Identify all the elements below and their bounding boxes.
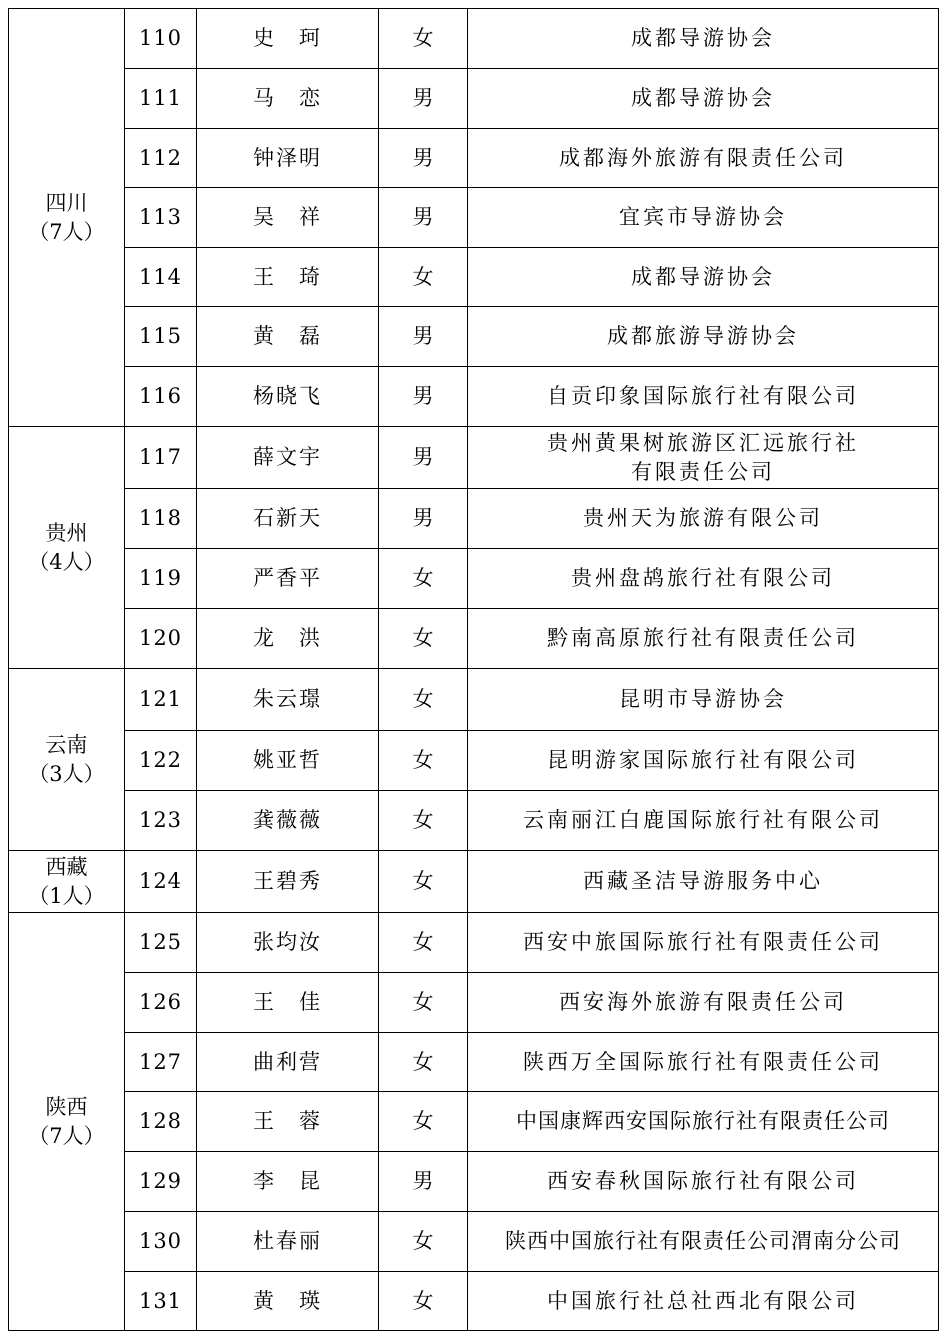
name-cell: 龚薇薇 xyxy=(197,791,379,851)
gender-cell: 男 xyxy=(379,367,468,427)
serial-number-cell: 129 xyxy=(125,1152,197,1212)
name-cell: 龙 洪 xyxy=(197,609,379,669)
organization-cell xyxy=(468,791,939,851)
organization-cell xyxy=(468,549,939,609)
serial-number-cell: 128 xyxy=(125,1092,197,1152)
gender-cell: 女 xyxy=(379,549,468,609)
province-name: 西藏 xyxy=(45,854,88,879)
table-row xyxy=(9,1212,939,1272)
province-count: （1人） xyxy=(28,883,105,908)
name-cell: 杨晓飞 xyxy=(197,367,379,427)
gender-cell: 女 xyxy=(379,851,468,913)
gender-cell: 女 xyxy=(379,1212,468,1272)
table-row xyxy=(9,731,939,791)
organization-line: 中国旅行社总社西北有限公司 xyxy=(547,1288,859,1313)
serial-number-cell: 111 xyxy=(125,69,197,129)
province-cell xyxy=(9,669,125,851)
serial-number-cell: 120 xyxy=(125,609,197,669)
name-cell: 黄 磊 xyxy=(197,307,379,367)
serial-number-cell: 121 xyxy=(125,669,197,731)
table-row xyxy=(9,913,939,973)
name-cell: 王 蓉 xyxy=(197,1092,379,1152)
name-cell: 吴 祥 xyxy=(197,188,379,248)
table-row xyxy=(9,973,939,1033)
organization-cell xyxy=(468,489,939,549)
gender-cell: 男 xyxy=(379,1152,468,1212)
province-name: 陕西 xyxy=(45,1094,88,1119)
organization-cell xyxy=(468,9,939,69)
organization-cell xyxy=(468,129,939,188)
province-count: （7人） xyxy=(28,1123,105,1148)
organization-cell xyxy=(468,1033,939,1092)
gender-cell: 女 xyxy=(379,609,468,669)
province-cell xyxy=(9,427,125,669)
gender-cell: 女 xyxy=(379,731,468,791)
province-cell xyxy=(9,851,125,913)
name-cell: 朱云璟 xyxy=(197,669,379,731)
table-row xyxy=(9,129,939,188)
organization-line: 西藏圣洁导游服务中心 xyxy=(583,869,823,893)
serial-number-cell: 118 xyxy=(125,489,197,549)
organization-cell xyxy=(468,69,939,129)
name-cell: 石新天 xyxy=(197,489,379,549)
gender-cell: 女 xyxy=(379,791,468,851)
gender-cell: 女 xyxy=(379,1272,468,1331)
name-cell: 王碧秀 xyxy=(197,851,379,913)
table-row xyxy=(9,1272,939,1331)
province-count: （7人） xyxy=(28,219,105,244)
table-row xyxy=(9,1092,939,1152)
name-cell: 薛文宇 xyxy=(197,427,379,489)
serial-number-cell: 119 xyxy=(125,549,197,609)
gender-cell: 女 xyxy=(379,913,468,973)
organization-cell xyxy=(468,188,939,248)
organization-cell xyxy=(468,248,939,307)
name-cell: 张均汝 xyxy=(197,913,379,973)
table-row xyxy=(9,307,939,367)
serial-number-cell: 117 xyxy=(125,427,197,489)
table-row xyxy=(9,427,939,489)
organization-line: 昆明市导游协会 xyxy=(619,687,787,711)
gender-cell: 男 xyxy=(379,489,468,549)
table-row xyxy=(9,851,939,913)
organization-line: 陕西中国旅行社有限责任公司渭南分公司 xyxy=(505,1229,901,1253)
serial-number-cell: 112 xyxy=(125,129,197,188)
province-count: （3人） xyxy=(28,761,105,786)
organization-line: 成都海外旅游有限责任公司 xyxy=(559,145,847,170)
organization-cell xyxy=(468,1092,939,1152)
organization-cell xyxy=(468,731,939,791)
organization-cell xyxy=(468,669,939,731)
gender-cell: 女 xyxy=(379,973,468,1033)
province-name: 贵州 xyxy=(45,520,88,545)
serial-number-cell: 114 xyxy=(125,248,197,307)
name-cell: 黄 瑛 xyxy=(197,1272,379,1331)
gender-cell: 女 xyxy=(379,248,468,307)
serial-number-cell: 115 xyxy=(125,307,197,367)
serial-number-cell: 113 xyxy=(125,188,197,248)
organization-line: 贵州盘鸪旅行社有限公司 xyxy=(571,566,835,590)
serial-number-cell: 131 xyxy=(125,1272,197,1331)
organization-line: 自贡印象国际旅行社有限公司 xyxy=(547,384,859,408)
table-row xyxy=(9,609,939,669)
table-row xyxy=(9,549,939,609)
gender-cell: 女 xyxy=(379,9,468,69)
organization-line: 成都旅游导游协会 xyxy=(607,324,799,348)
gender-cell: 男 xyxy=(379,69,468,129)
organization-cell xyxy=(468,913,939,973)
serial-number-cell: 127 xyxy=(125,1033,197,1092)
organization-line: 宜宾市导游协会 xyxy=(619,205,787,229)
organization-cell xyxy=(468,427,939,489)
organization-line: 中国康辉西安国际旅行社有限责任公司 xyxy=(516,1109,890,1133)
organization-line: 西安中旅国际旅行社有限责任公司 xyxy=(523,930,883,954)
gender-cell: 男 xyxy=(379,188,468,248)
table-row xyxy=(9,248,939,307)
province-count: （4人） xyxy=(28,549,105,574)
organization-line: 成都导游协会 xyxy=(631,264,775,289)
name-cell: 史 珂 xyxy=(197,9,379,69)
serial-number-cell: 130 xyxy=(125,1212,197,1272)
serial-number-cell: 116 xyxy=(125,367,197,427)
organization-cell xyxy=(468,1272,939,1331)
table-row xyxy=(9,489,939,549)
organization-cell xyxy=(468,851,939,913)
gender-cell: 男 xyxy=(379,129,468,188)
name-cell: 姚亚哲 xyxy=(197,731,379,791)
name-cell: 王 佳 xyxy=(197,973,379,1033)
name-cell: 严香平 xyxy=(197,549,379,609)
organization-line: 成都导游协会 xyxy=(631,86,775,110)
serial-number-cell: 123 xyxy=(125,791,197,851)
organization-line: 云南丽江白鹿国际旅行社有限公司 xyxy=(523,808,883,832)
table-row xyxy=(9,791,939,851)
name-cell: 曲利营 xyxy=(197,1033,379,1092)
gender-cell: 女 xyxy=(379,669,468,731)
table-row xyxy=(9,188,939,248)
organization-line: 陕西万全国际旅行社有限责任公司 xyxy=(523,1049,883,1074)
province-cell xyxy=(9,913,125,1331)
gender-cell: 男 xyxy=(379,427,468,489)
roster-body xyxy=(9,9,939,1331)
serial-number-cell: 125 xyxy=(125,913,197,973)
serial-number-cell: 124 xyxy=(125,851,197,913)
organization-line: 西安海外旅游有限责任公司 xyxy=(559,990,847,1014)
serial-number-cell: 126 xyxy=(125,973,197,1033)
organization-line: 成都导游协会 xyxy=(631,26,775,50)
roster-table xyxy=(8,8,939,1331)
organization-line: 西安春秋国际旅行社有限公司 xyxy=(547,1169,859,1193)
province-name: 四川 xyxy=(45,190,88,215)
gender-cell: 男 xyxy=(379,307,468,367)
province-cell xyxy=(9,9,125,427)
organization-cell xyxy=(468,973,939,1033)
name-cell: 王 琦 xyxy=(197,248,379,307)
organization-line: 黔南高原旅行社有限责任公司 xyxy=(547,626,859,650)
name-cell: 李 昆 xyxy=(197,1152,379,1212)
table-row xyxy=(9,1033,939,1092)
table-row xyxy=(9,669,939,731)
province-name: 云南 xyxy=(45,732,88,757)
table-row xyxy=(9,9,939,69)
organization-cell xyxy=(468,1212,939,1272)
organization-cell xyxy=(468,1152,939,1212)
name-cell: 杜春丽 xyxy=(197,1212,379,1272)
name-cell: 马 恋 xyxy=(197,69,379,129)
gender-cell: 女 xyxy=(379,1092,468,1152)
organization-cell xyxy=(468,307,939,367)
organization-line: 贵州黄果树旅游区汇远旅行社 xyxy=(547,430,859,455)
name-cell: 钟泽明 xyxy=(197,129,379,188)
organization-line: 昆明游家国际旅行社有限公司 xyxy=(547,748,859,772)
organization-line: 贵州天为旅游有限公司 xyxy=(583,506,823,530)
gender-cell: 女 xyxy=(379,1033,468,1092)
organization-cell xyxy=(468,609,939,669)
table-row xyxy=(9,1152,939,1212)
organization-line-2: 有限责任公司 xyxy=(631,459,775,484)
serial-number-cell: 122 xyxy=(125,731,197,791)
organization-cell xyxy=(468,367,939,427)
table-row xyxy=(9,69,939,129)
serial-number-cell: 110 xyxy=(125,9,197,69)
table-row xyxy=(9,367,939,427)
